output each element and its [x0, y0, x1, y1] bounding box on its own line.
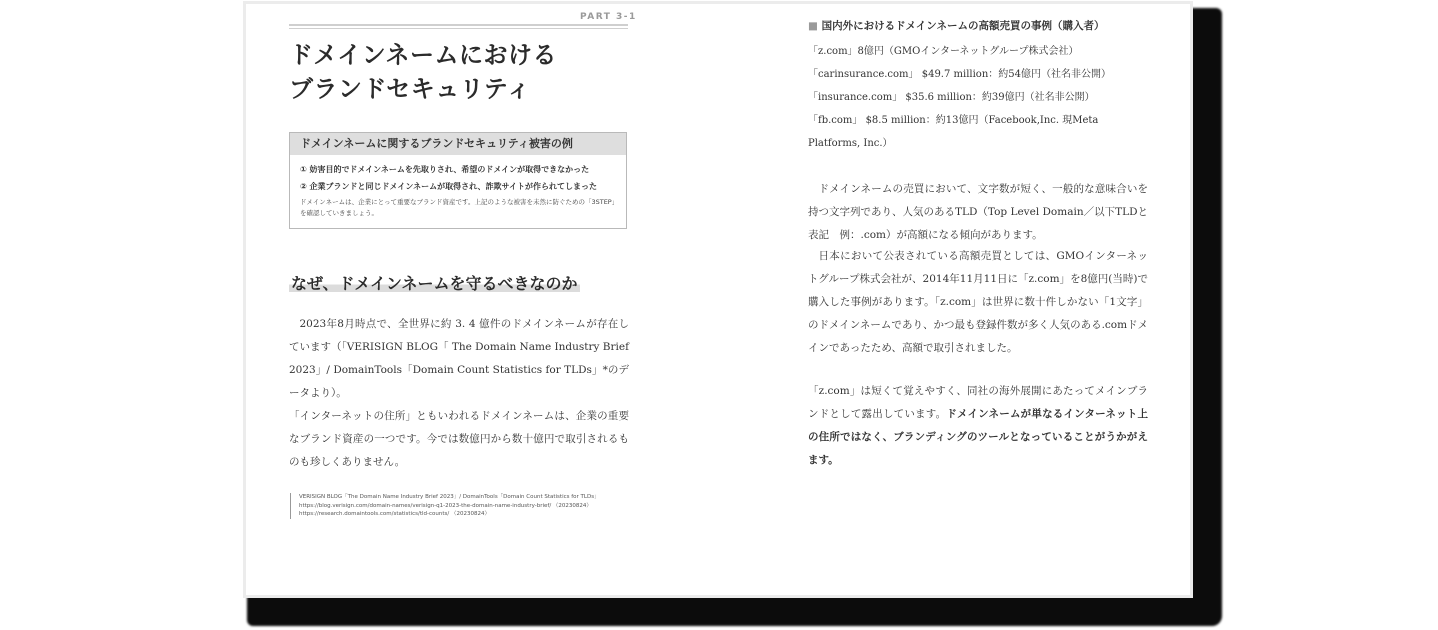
- box-heading: ドメインネームに関するブランドセキュリティ被害の例: [290, 133, 626, 155]
- cases-title: [808, 18, 1148, 33]
- case-item: 「carinsurance.com」 $49.7 million：約54億円（社名非公開）: [808, 69, 1111, 80]
- paragraph-zcom-purchase-text: 日本において公表されている高額売買としては、GMOインターネットグループ株式会社が、2014年11月11日に「z.com」を8億円(当時)で購入した事例があります。「z.com」は世界に数十件しかない「1文字」のドメインネームであり、かつ最も登録件数が多く人気のある.comドメインであったため、高額で取引されました。: [808, 250, 1148, 354]
- box-item-2: ② 企業ブランドと同じドメインネームが取得され、詐欺サイトが作られてしまった: [300, 182, 597, 191]
- title-line-2: ブランドセキュリティ: [289, 74, 531, 103]
- paragraph-zcom-purchase: [808, 245, 1148, 360]
- paragraph-brand-asset: 「インターネットの住所」ともいわれるドメインネームは、企業の重要なブランド資産の一つです。今では数億円から数十億円で取引されるものも珍しくありません。: [289, 410, 629, 468]
- part-label: PART 3-1: [580, 12, 637, 22]
- damage-examples-box: [289, 132, 627, 229]
- case-item: 「fb.com」 $8.5 million：約13億円（Facebook,Inc. 現Meta Platforms, Inc.）: [808, 115, 1099, 149]
- header-rule: [289, 24, 628, 26]
- section-heading: なぜ、ドメインネームを守るべきなのか: [289, 271, 580, 294]
- case-item: 「z.com」8億円（GMOインターネットグループ株式会社）: [808, 46, 1079, 57]
- cases-list: [808, 40, 1148, 155]
- title-line-1: ドメインネームにおける: [289, 40, 558, 69]
- footnote: [290, 493, 639, 519]
- paragraph-branding-normal: 「z.com」は短くて覚えやすく、同社の海外展開にあたってメインブランドとして露出しています。: [808, 385, 1148, 420]
- paragraph-domain-count: 2023年8月時点で、全世界に約 3. 4 億件のドメインネームが存在しています（「VERISIGN BLOG「 The Domain Name Industry Brief 2023」/ DomainTools「Domain Count Statistics for TLDs」*のデータより）。: [289, 318, 629, 399]
- cases-title-text: 国内外におけるドメインネームの高額売買の事例（購入者）: [821, 20, 1105, 32]
- footnote-url-domaintools: https://research.domaintools.com/statistics/tld-counts/ （20230824）: [299, 511, 490, 517]
- square-bullet-icon: ■: [808, 20, 818, 32]
- header-rule-thin: [289, 28, 628, 29]
- paragraph-branding-bold: ドメインネームが単なるインターネット上の住所ではなく、ブランディングのツールとなっていることがうかがえます。: [808, 408, 1148, 466]
- footnote-url-verisign: https://blog.verisign.com/domain-names/verisign-q1-2023-the-domain-name-industry-brief/ （20230824）: [299, 502, 592, 509]
- case-item: 「insurance.com」 $35.6 million：約39億円（社名非公開）: [808, 92, 1095, 103]
- paragraph-price-trend-text: ドメインネームの売買において、文字数が短く、一般的な意味合いを持つ文字列であり、人気のあるTLD（Top Level Domain／以下TLDと表記 例：.com）が高額になる傾向があります。: [808, 183, 1148, 241]
- paragraph-price-trend: [808, 178, 1148, 247]
- paragraph-branding: [808, 380, 1148, 472]
- page-title: [289, 38, 557, 106]
- box-note: ドメインネームは、企業にとって重要なブランド資産です。上記のような被害を未然に防ぐための「3STEP」を確認していきましょう。: [300, 198, 615, 217]
- left-body-text: [289, 313, 629, 474]
- footnote-source: VERISIGN BLOG「The Domain Name Industry Brief 2023」/ DomainTools「Domain Count Statistics for TLDs」: [299, 494, 600, 500]
- box-item-1: ① 妨害目的でドメインネームを先取りされ、希望のドメインが取得できなかった: [300, 165, 590, 174]
